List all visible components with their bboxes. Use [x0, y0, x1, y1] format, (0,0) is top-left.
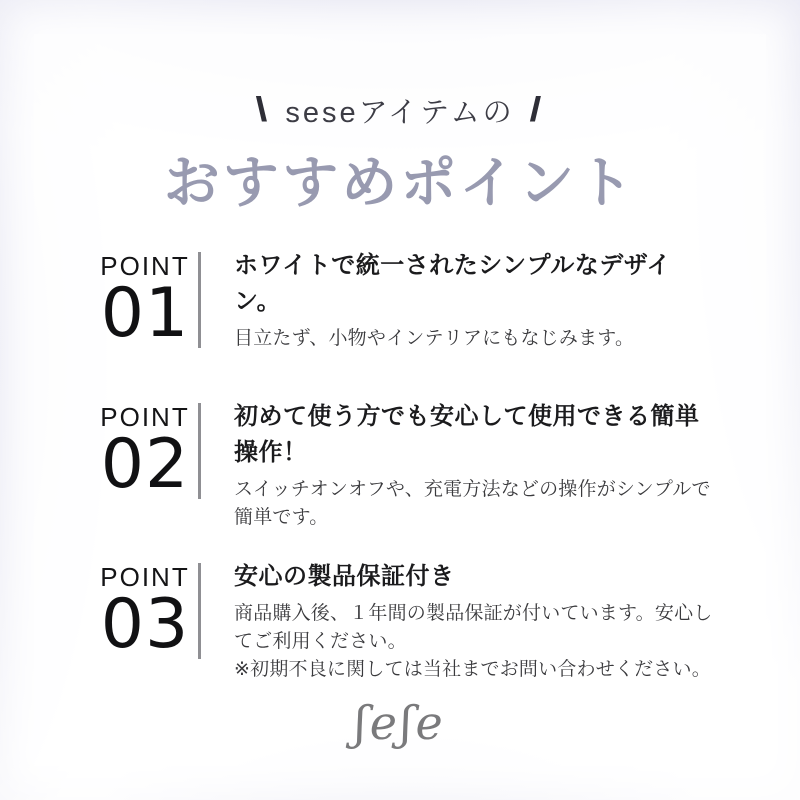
- point-02-badge: [92, 401, 198, 504]
- footer: [0, 698, 800, 749]
- point-03-content: [201, 561, 714, 684]
- point-02-body: スイッチオンオフや、充電方法などの操作がシンプルで簡単です。: [234, 479, 711, 528]
- point-03-label: POINT: [100, 562, 190, 592]
- point-01-content: [201, 250, 714, 353]
- brand-logo: ʃeʃe: [354, 696, 446, 750]
- point-02-number: 02: [100, 425, 190, 504]
- header-subtitle-row: [0, 90, 800, 131]
- point-03-note: ※初期不良に関しては当社までお問い合わせください。: [234, 659, 711, 680]
- point-01-body: 目立たず、小物やインテリアにもなじみます。: [234, 328, 635, 349]
- point-item-01: [92, 250, 717, 353]
- page-title: おすすめポイント: [163, 151, 637, 214]
- point-01-badge: [92, 250, 198, 353]
- point-01-number: 01: [100, 274, 190, 353]
- point-03-body: 商品購入後、１年間の製品保証が付いています。安心してご利用ください。: [234, 603, 713, 652]
- header-subtitle: seseアイテムの: [285, 97, 515, 129]
- header: [0, 90, 800, 219]
- point-02-content: [201, 401, 714, 532]
- point-02-label: POINT: [100, 402, 190, 432]
- point-item-02: [92, 401, 717, 532]
- point-03-heading: 安心の製品保証付き: [234, 563, 455, 590]
- point-03-number: 03: [100, 585, 190, 664]
- point-item-03: [92, 561, 717, 684]
- point-02-heading: 初めて使う方でも安心して使用できる簡単操作！: [234, 403, 700, 466]
- point-01-label: POINT: [100, 251, 190, 281]
- left-slash-mark: \: [255, 91, 271, 129]
- point-01-heading: ホワイトで統一されたシンプルなデザイン。: [234, 252, 672, 315]
- right-slash-mark: /: [529, 91, 545, 129]
- point-03-badge: [92, 561, 198, 664]
